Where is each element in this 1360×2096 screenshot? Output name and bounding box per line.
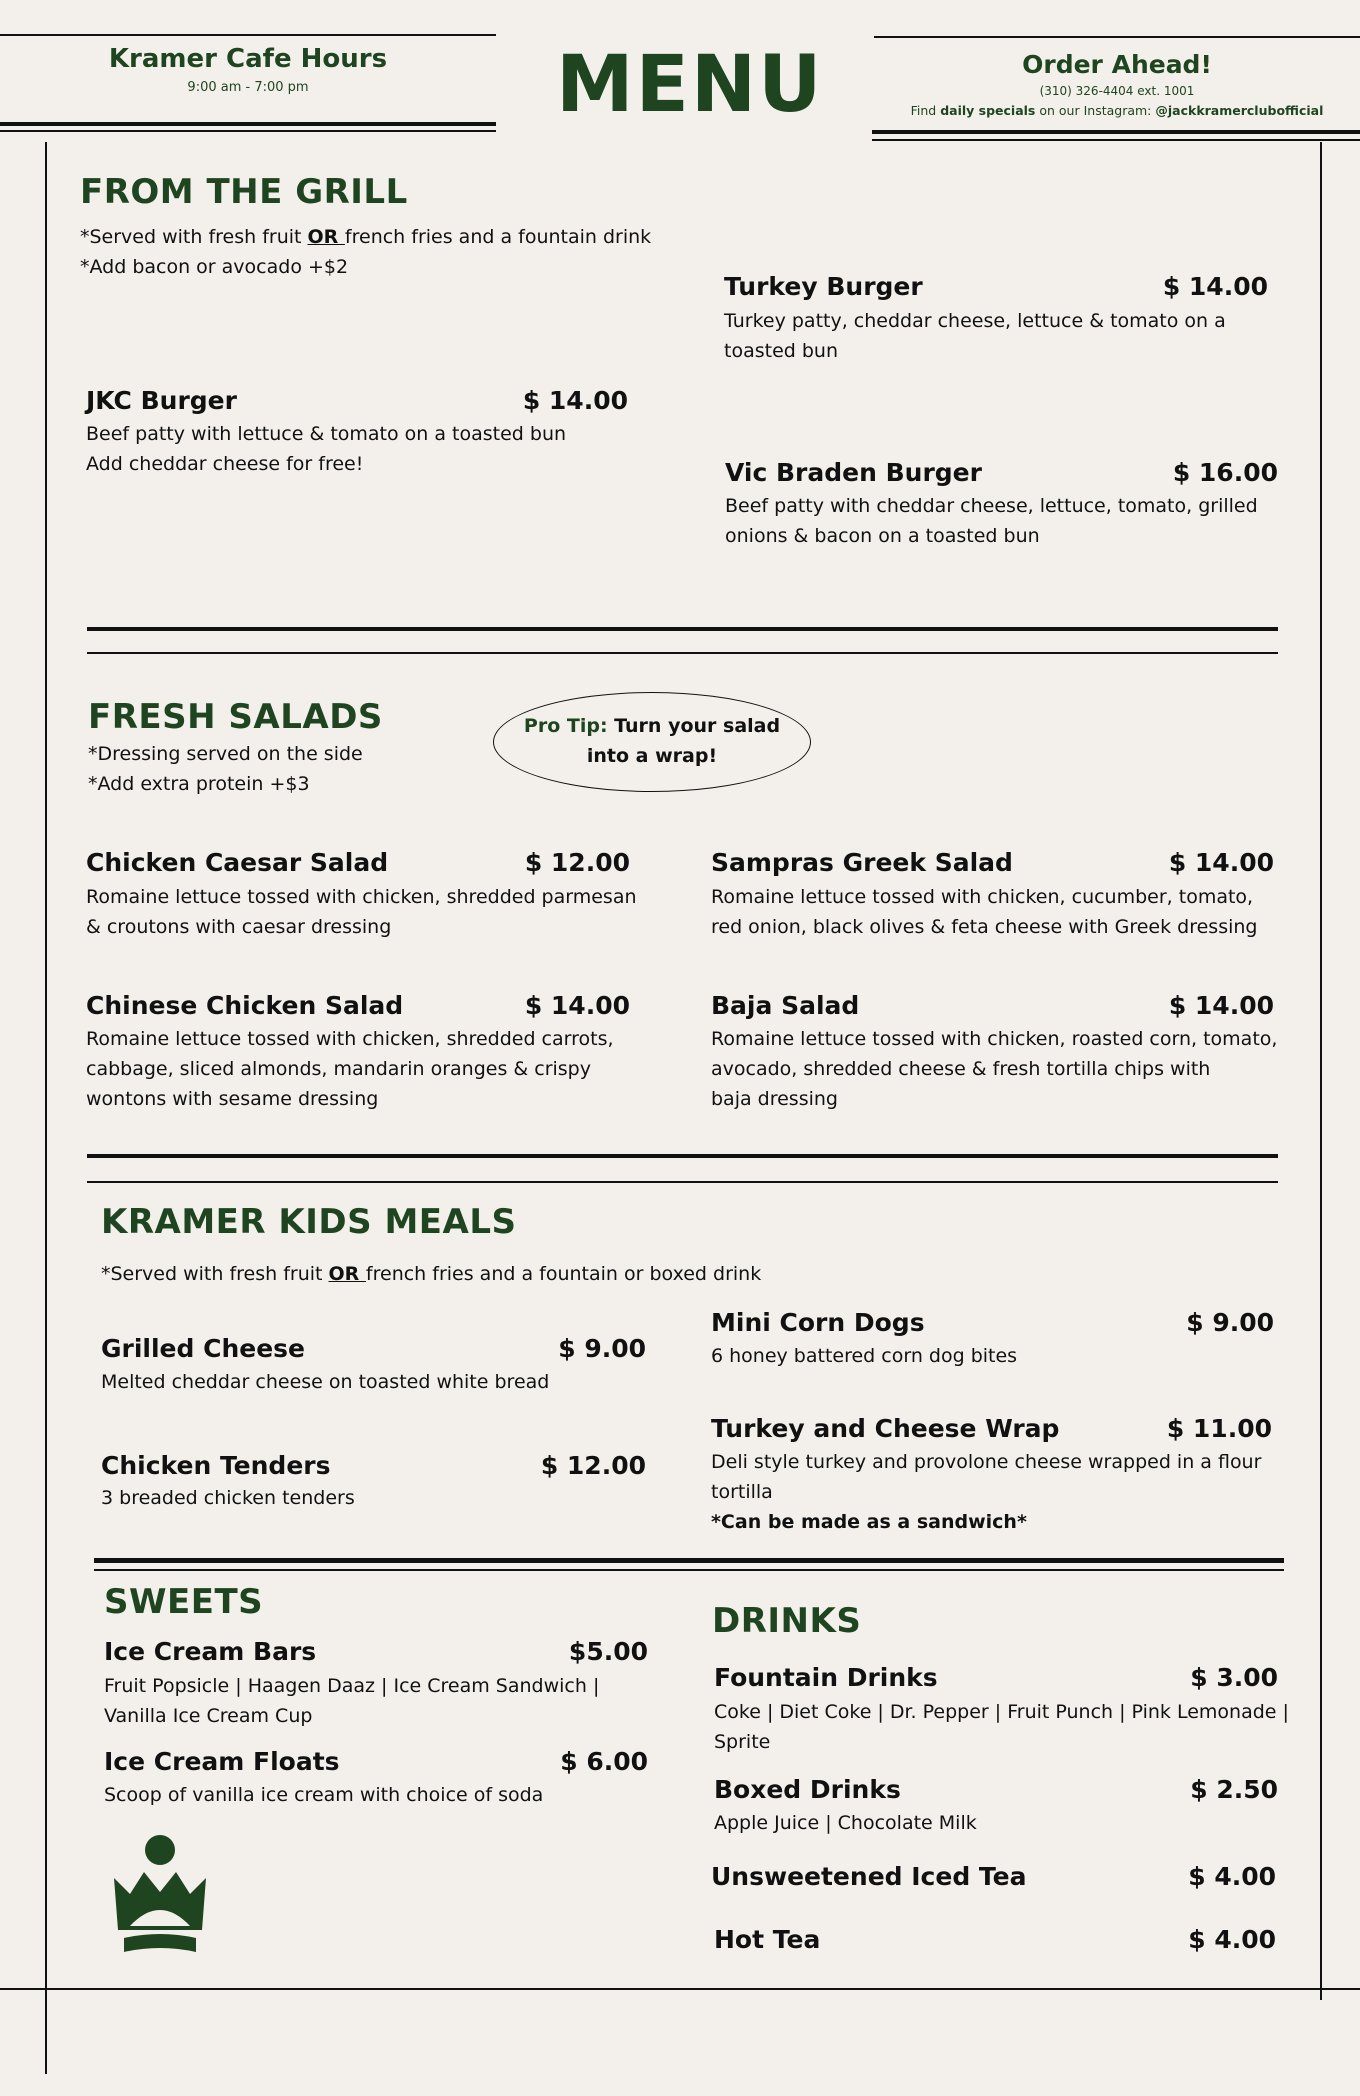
section-divider xyxy=(87,627,1278,631)
section-divider xyxy=(94,1558,1284,1563)
item-desc: Turkey patty, cheddar cheese, lettuce & tomato on a xyxy=(724,310,1226,332)
section-divider-thin xyxy=(87,1181,1278,1183)
item-price: $ 14.00 xyxy=(1168,991,1274,1020)
item-desc: Add cheddar cheese for free! xyxy=(86,453,364,475)
item-name: Turkey Burger xyxy=(724,272,923,301)
order-ahead-title: Order Ahead! xyxy=(1022,50,1212,79)
pro-tip-bubble: Pro Tip: Turn your salad into a wrap! xyxy=(493,692,811,792)
item-desc: Melted cheddar cheese on toasted white bread xyxy=(101,1371,550,1393)
item-price: $ 2.50 xyxy=(1190,1775,1278,1804)
item-name: Unsweetened Iced Tea xyxy=(711,1862,1027,1891)
item-name: JKC Burger xyxy=(86,386,237,415)
item-name: Hot Tea xyxy=(714,1925,821,1954)
item-name: Vic Braden Burger xyxy=(725,458,982,487)
item-price: $ 14.00 xyxy=(522,386,628,415)
item-name: Fountain Drinks xyxy=(714,1663,938,1692)
item-price: $ 9.00 xyxy=(558,1334,646,1363)
header-right-top-rule xyxy=(874,36,1360,38)
grill-note-sides: *Served with fresh fruit OR french fries and a fountain drink xyxy=(80,226,652,248)
item-desc: toasted bun xyxy=(724,340,838,362)
left-frame-line xyxy=(45,142,47,2074)
drinks-section-title: DRINKS xyxy=(712,1601,862,1641)
item-price: $ 3.00 xyxy=(1190,1663,1278,1692)
item-desc: Romaine lettuce tossed with chicken, shredded carrots, xyxy=(86,1028,614,1050)
item-desc: Vanilla Ice Cream Cup xyxy=(104,1705,313,1727)
sweets-section-title: SWEETS xyxy=(104,1582,264,1622)
item-desc: Sprite xyxy=(714,1731,771,1753)
item-desc: tortilla xyxy=(711,1481,773,1503)
page-title: MENU xyxy=(556,40,824,130)
item-name: Baja Salad xyxy=(711,991,860,1020)
item-desc: & croutons with caesar dressing xyxy=(86,916,392,938)
item-desc: cabbage, sliced almonds, mandarin oranges & crispy xyxy=(86,1058,591,1080)
order-phone: (310) 326-4404 ext. 1001 xyxy=(1039,84,1195,98)
item-desc: 6 honey battered corn dog bites xyxy=(711,1345,1018,1367)
item-price: $ 6.00 xyxy=(560,1747,648,1776)
item-name: Boxed Drinks xyxy=(714,1775,901,1804)
item-desc: Deli style turkey and provolone cheese wrapped in a flour xyxy=(711,1451,1262,1473)
salads-note-protein: *Add extra protein +$3 xyxy=(88,773,310,795)
header-left-bottom-rule xyxy=(0,122,496,126)
item-desc: Apple Juice | Chocolate Milk xyxy=(714,1812,977,1834)
order-instagram-note: Find daily specials on our Instagram: @jackkramerclubofficial xyxy=(910,103,1324,118)
item-desc: wontons with sesame dressing xyxy=(86,1088,379,1110)
cafe-hours-title: Kramer Cafe Hours xyxy=(108,44,388,74)
item-price: $5.00 xyxy=(568,1637,648,1666)
item-price: $ 14.00 xyxy=(1162,272,1268,301)
grill-note-addons: *Add bacon or avocado +$2 xyxy=(80,256,349,278)
salads-section-title: FRESH SALADS xyxy=(88,697,383,737)
instagram-handle: @jackkramerclubofficial xyxy=(1155,103,1324,118)
crown-icon xyxy=(112,1834,208,1962)
item-name: Ice Cream Floats xyxy=(104,1747,340,1776)
item-name: Turkey and Cheese Wrap xyxy=(711,1414,1060,1443)
item-name: Chinese Chicken Salad xyxy=(86,991,404,1020)
section-divider xyxy=(87,1154,1278,1158)
item-price: $ 12.00 xyxy=(540,1451,646,1480)
item-name: Mini Corn Dogs xyxy=(711,1308,925,1337)
item-price: $ 11.00 xyxy=(1166,1414,1272,1443)
header-left-top-rule xyxy=(0,34,496,36)
header-right-bottom-rule xyxy=(872,130,1360,134)
item-desc: Fruit Popsicle | Haagen Daaz | Ice Cream Sandwich | xyxy=(104,1675,600,1697)
kids-section-title: KRAMER KIDS MEALS xyxy=(101,1202,517,1242)
item-desc: Beef patty with lettuce & tomato on a toasted bun xyxy=(86,423,567,445)
item-name: Chicken Caesar Salad xyxy=(86,848,389,877)
item-desc: avocado, shredded cheese & fresh tortilla chips with xyxy=(711,1058,1211,1080)
header-right-bottom-rule-thin xyxy=(872,139,1360,141)
item-price: $ 4.00 xyxy=(1188,1925,1276,1954)
item-desc: Beef patty with cheddar cheese, lettuce, tomato, grilled xyxy=(725,495,1258,517)
item-desc: *Can be made as a sandwich* xyxy=(711,1511,1027,1533)
section-divider-thin xyxy=(87,652,1278,654)
item-desc: onions & bacon on a toasted bun xyxy=(725,525,1040,547)
salads-note-dressing: *Dressing served on the side xyxy=(88,743,363,765)
item-price: $ 14.00 xyxy=(1168,848,1274,877)
section-divider-thin xyxy=(94,1569,1284,1571)
bottom-frame-line xyxy=(0,1988,1360,1990)
item-price: $ 14.00 xyxy=(524,991,630,1020)
item-desc: Coke | Diet Coke | Dr. Pepper | Fruit Punch | Pink Lemonade | xyxy=(714,1701,1289,1723)
item-desc: baja dressing xyxy=(711,1088,838,1110)
item-name: Ice Cream Bars xyxy=(104,1637,317,1666)
item-name: Sampras Greek Salad xyxy=(711,848,1013,877)
item-price: $ 16.00 xyxy=(1172,458,1278,487)
item-name: Chicken Tenders xyxy=(101,1451,331,1480)
item-name: Grilled Cheese xyxy=(101,1334,306,1363)
item-desc: Scoop of vanilla ice cream with choice of soda xyxy=(104,1784,544,1806)
cafe-hours-time: 9:00 am - 7:00 pm xyxy=(187,80,309,95)
item-desc: red onion, black olives & feta cheese with Greek dressing xyxy=(711,916,1258,938)
kids-note-sides: *Served with fresh fruit OR french fries and a fountain or boxed drink xyxy=(101,1263,762,1285)
item-price: $ 12.00 xyxy=(524,848,630,877)
item-desc: Romaine lettuce tossed with chicken, shredded parmesan xyxy=(86,886,637,908)
header-left-bottom-rule-thin xyxy=(0,130,496,132)
grill-section-title: FROM THE GRILL xyxy=(80,172,408,212)
item-desc: Romaine lettuce tossed with chicken, cucumber, tomato, xyxy=(711,886,1254,908)
item-desc: 3 breaded chicken tenders xyxy=(101,1487,355,1509)
item-price: $ 4.00 xyxy=(1188,1862,1276,1891)
item-price: $ 9.00 xyxy=(1186,1308,1274,1337)
item-desc: Romaine lettuce tossed with chicken, roasted corn, tomato, xyxy=(711,1028,1278,1050)
right-frame-line xyxy=(1320,142,1322,2000)
